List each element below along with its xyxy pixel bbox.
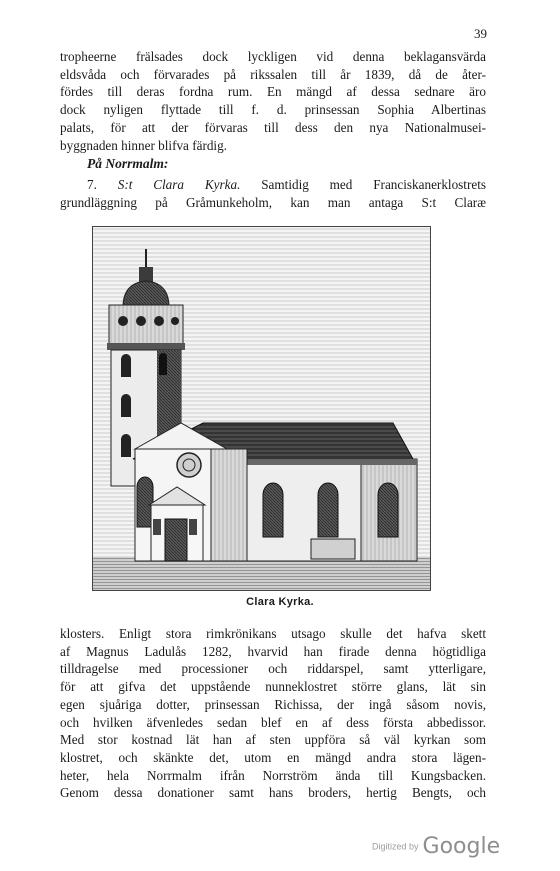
- text-line: dock nyligen flyttade till f. d. prinsessan Sophia Albertinas: [60, 102, 486, 118]
- text-line: fördes till deras fordna rum. En mängd af dessa sednare äro: [60, 84, 486, 100]
- text-line: egen sjuåriga dotter, prinsessan Richissa, der ingå såsom novis,: [60, 696, 486, 712]
- entry-paragraph: [60, 176, 486, 211]
- text-line: palats, för att der förvaras till dess den nya Nationalmusei-: [60, 119, 486, 135]
- entry-first-line: [60, 176, 486, 194]
- text-line: Genom dessa donationer samt hans broders, hertig Bengts, och: [60, 785, 486, 801]
- text-line: tropheerne frälsades dock lyckligen vid denna beklagansvärda: [60, 49, 486, 64]
- entry-title: S:t Clara Kyrka.: [117, 177, 241, 192]
- section-heading: På Norrmalm:: [87, 156, 169, 171]
- page-number: 39: [474, 26, 487, 41]
- ground: [93, 557, 430, 590]
- text-line: för att gifva det uppstående nunneklostret större glans, lät sin: [60, 679, 486, 695]
- text-line: klosters. Enligt stora rimkrönikans utsago skulle det hafva skett: [60, 626, 486, 641]
- church-illustration: [92, 226, 431, 591]
- text-line: heter, hela Norrmalm ifrån Norrström ända till Kungsbacken.: [60, 767, 486, 783]
- paragraph-2: [60, 625, 486, 802]
- church-engraving: [93, 227, 430, 590]
- illustration-caption: Clara Kyrka.: [246, 596, 314, 608]
- text-line: eldsvåda och förvarades på rikssalen till år 1839, då de åter-: [60, 66, 486, 82]
- text-line: tilldragelse med processioner och riddarspel, samt ytterligare,: [60, 661, 486, 677]
- text-line: byggnaden hinner blifva färdig.: [60, 137, 227, 153]
- watermark-prefix: Digitized by: [372, 841, 419, 852]
- text-line: och hvilken äfvenledes sedan blef en af dess första abbedissor.: [60, 714, 486, 730]
- entry-first-line-rest: Samtidig med Franciskanerklostrets: [261, 177, 487, 192]
- paragraph-1: [60, 48, 486, 154]
- text-line: klostret, och skänkte det, utom en mängd andra stora lägen-: [60, 749, 486, 765]
- google-logo: Google: [422, 834, 501, 859]
- text-line: af Magnus Ladulås 1282, hvarvid han firade denna högtidliga: [60, 643, 486, 659]
- entry-number: 7.: [87, 177, 97, 192]
- digitized-by-google-watermark: [372, 834, 500, 859]
- text-line: Med stor kostnad lät han af sten uppföra så väl kyrkan som: [60, 732, 486, 748]
- text-line: grundläggning på Gråmunkeholm, kan man antaga S:t Claræ: [60, 194, 486, 210]
